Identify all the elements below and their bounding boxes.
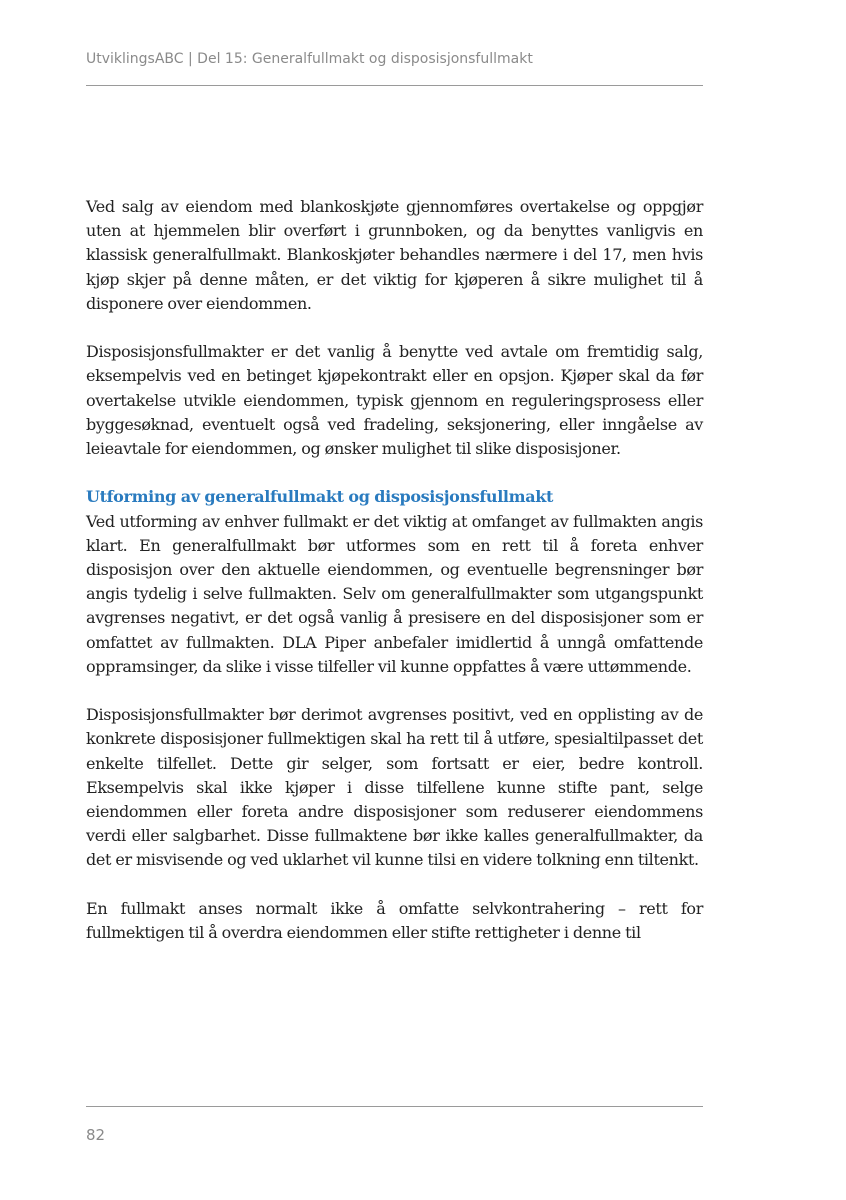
paragraph: En fullmakt anses normalt ikke å omfatte selvkontrahering – rett for fullmektigen til å overdra eiendommen eller stifte rettigheter i denne til: [86, 898, 703, 943]
section-heading: Utforming av generalfullmakt og disposisjonsfullmakt: [86, 487, 554, 507]
paragraph: Disposisjonsfullmakter er det vanlig å benytte ved avtale om fremtidig salg, eksempelvis ved en betinget kjøpekontrakt eller en opsjon. Kjøper skal da før overtakelse utvikle eiendommen, typisk gjennom en reguleringsprosess eller byggesøknad, eventuelt også ved fradeling, seksjonering, eller inngåelse av leieavtale for eiendommen, og ønsker mulighet til slike disposisjoner.: [86, 342, 703, 459]
running-header: UtviklingsABC | Del 15: Generalfullmakt og disposisjonsfullmakt: [86, 51, 533, 67]
paragraph: Ved salg av eiendom med blankoskjøte gjennomføres overtakelse og oppgjør uten at hjemmelen blir overført i grunnboken, og da benyttes vanligvis en klassisk generalfullmakt. Blankoskjøter behandles nærmere i del 17, men hvis kjøp skjer på denne måten, er det viktig for kjøperen å sikre mulighet til å disponere over eiendommen.: [86, 197, 703, 313]
header-divider: [86, 85, 703, 86]
paragraph: Disposisjonsfullmakter bør derimot avgrenses positivt, ved en opplisting av de konkrete disposisjoner fullmektigen skal ha rett til å utføre, spesialtilpasset det enkelte tilfellet. Dette gir selger, som fortsatt er eier, bedre kontroll. Eksempelvis skal ikke kjøper i disse tilfellene kunne stifte pant, selge eiendommen eller foreta andre disposisjoner som reduserer eiendommens verdi eller salgbarhet. Disse fullmaktene bør ikke kalles generalfullmakter, da det er misvisende og ved uklarhet vil kunne tilsi en videre tolkning enn tiltenkt.: [86, 705, 703, 870]
footer-divider: [86, 1106, 703, 1107]
page-number: 82: [86, 1126, 106, 1144]
main-text: [86, 195, 703, 945]
paragraph: Ved utforming av enhver fullmakt er det viktig at omfanget av fullmakten angis klart. En generalfullmakt bør utformes som en rett til å foreta enhver disposisjon over den aktuelle eiendommen, og eventuelle begrensninger bør angis tydelig i selve fullmakten. Selv om generalfullmakter som utgangspunkt avgrenses negativt, er det også vanlig å presisere en del disposisjoner som er omfattet av fullmakten. DLA Piper anbefaler imidlertid å unngå omfattende oppramsinger, da slike i visse tilfeller vil kunne oppfattes å være uttømmende.: [86, 511, 703, 676]
